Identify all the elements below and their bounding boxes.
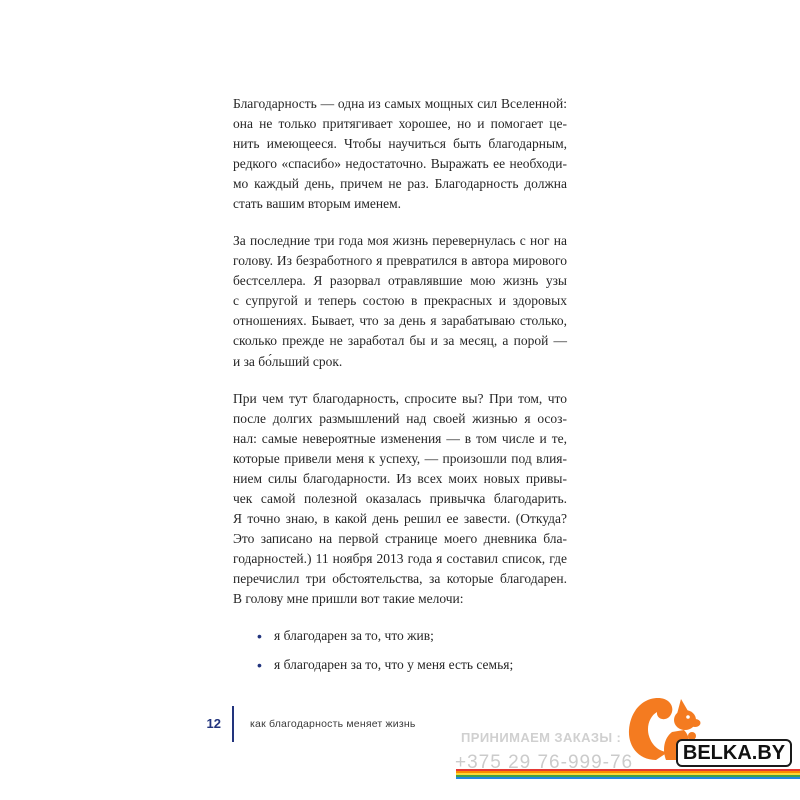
watermark-order-text: ПРИНИМАЕМ ЗАКАЗЫ :: [461, 730, 622, 745]
text-line: и за бо́льший срок.: [233, 353, 343, 369]
text-line: мо каждый день, причем не раз. Благодарность должна: [233, 175, 567, 191]
running-title: как благодарность меняет жизнь: [250, 718, 416, 730]
text-line: она не только притягивает хорошее, но и помогает це-: [233, 115, 567, 131]
text-line: нал: самые невероятные изменения — в том числе и те,: [233, 430, 567, 446]
paragraph: [233, 94, 567, 215]
paragraph: [233, 389, 567, 610]
bullet-text: я благодарен за то, что у меня есть семья;: [274, 657, 514, 673]
text-line: В голову мне пришли вот такие мелочи:: [233, 591, 464, 607]
bullet-dot: •: [257, 657, 262, 674]
text-line: чек самой полезной оказалась привычка благодарить.: [233, 490, 567, 506]
logo-text: BELKA.BY: [676, 739, 792, 767]
stripe: [456, 777, 800, 779]
text-line: отношениях. Бывает, что за день я зарабатываю столько,: [233, 313, 567, 329]
text-line: после долгих размышлений над своей жизнью я осоз-: [233, 410, 567, 426]
text-line: редкого «спасибо» недостаточно. Выражать ее необходи-: [233, 155, 567, 171]
text-line: стать вашим вторым именем.: [233, 195, 401, 211]
bullet-item: [233, 655, 567, 675]
text-line: перечислил три обстоятельства, за которые благодарен.: [233, 571, 567, 587]
text-line: бестселлера. Я разорвал отравлявшие мою жизнь узы: [233, 273, 567, 289]
page-number: 12: [206, 716, 221, 731]
text-line: годарностей.) 11 ноября 2013 года я составил список, где: [233, 551, 567, 567]
text-line: нием силы благодарности. Из всех моих новых привы-: [233, 470, 567, 486]
footer-divider: [232, 706, 234, 742]
page-body: [233, 94, 567, 685]
text-line: с супругой и теперь состою в прекрасных и здоровых: [233, 293, 567, 309]
paragraph: [233, 231, 567, 372]
bullet-dot: •: [257, 628, 262, 645]
text-line: голову. Из безработного я превратился в автора мирового: [233, 253, 567, 269]
text-line: Это записано на первой странице моего дневника бла-: [233, 531, 567, 547]
text-line: При чем тут благодарность, спросите вы? При том, что: [233, 390, 567, 406]
bullet-item: [233, 626, 567, 646]
text-line: Благодарность — одна из самых мощных сил Вселенной:: [233, 95, 567, 111]
text-line: которые привели меня к успеху, — произошли под влия-: [233, 450, 567, 466]
text-line: Я точно знаю, в какой день решил ее завести. (Откуда?: [233, 511, 567, 527]
text-line: За последние три года моя жизнь перевернулась с ног на: [233, 232, 567, 248]
text-line: сколько прежде не заработал бы и за месяц, а порой —: [233, 333, 567, 349]
text-line: нить имеющееся. Чтобы научиться быть благодарным,: [233, 135, 567, 151]
bullet-list: [233, 626, 567, 675]
bullet-text: я благодарен за то, что жив;: [274, 628, 434, 644]
watermark-phone: +375 29 76-999-76: [455, 752, 634, 773]
